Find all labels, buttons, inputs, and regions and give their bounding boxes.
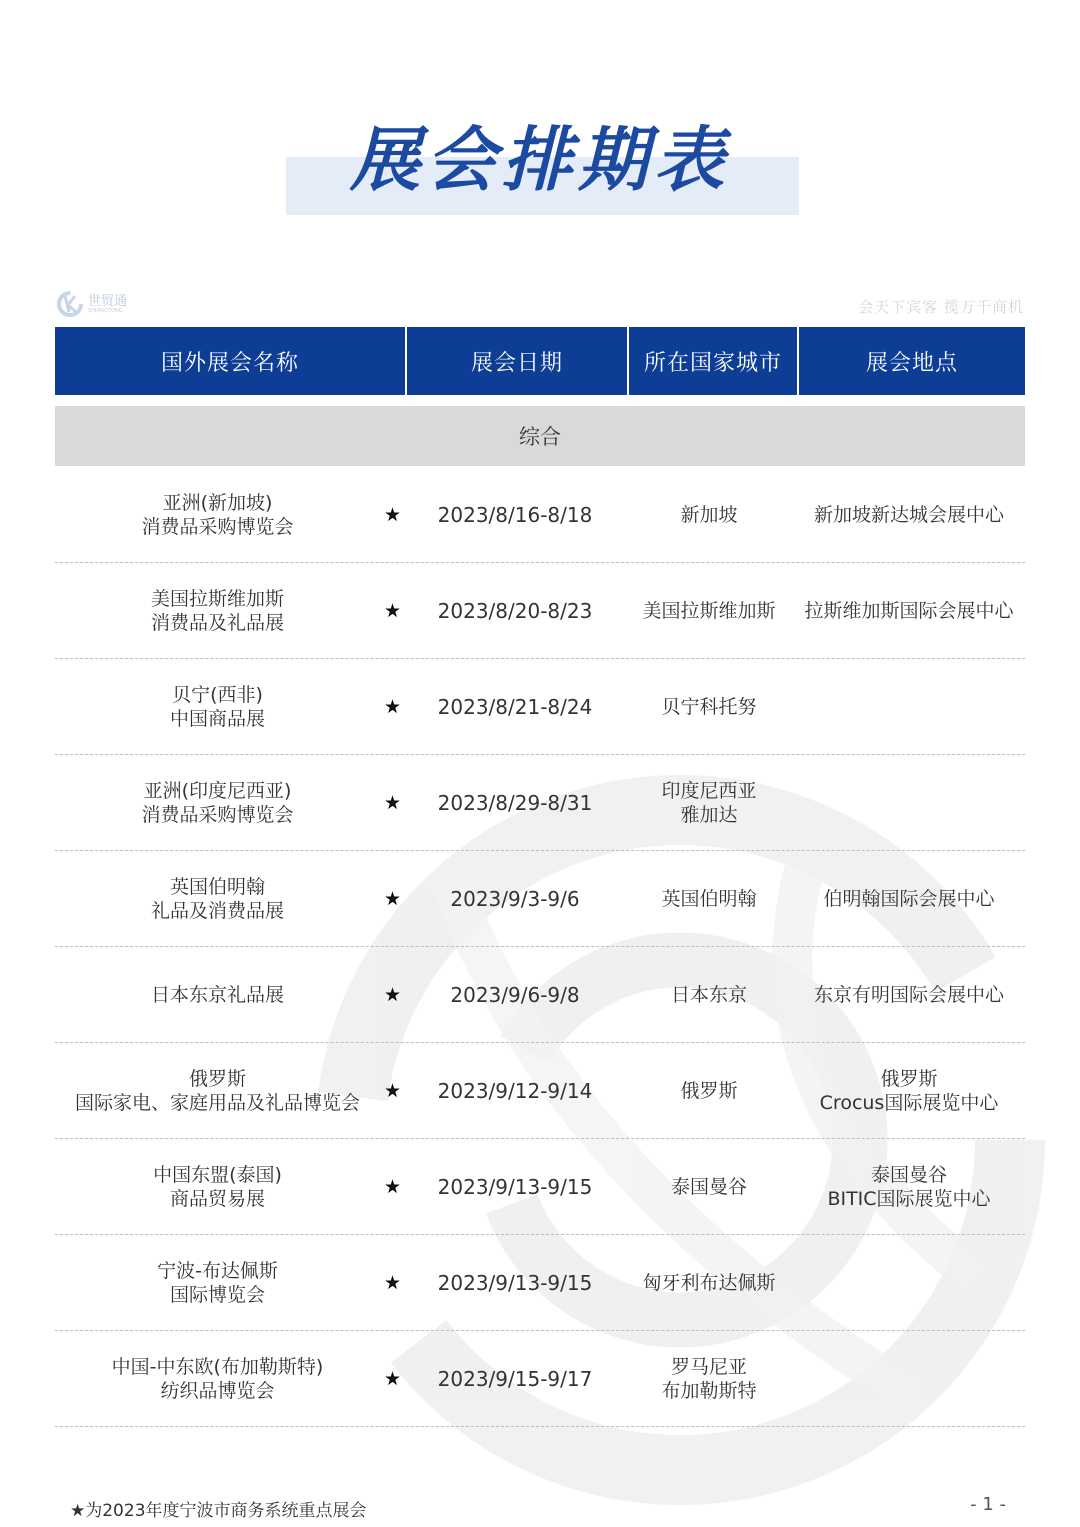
- page-number: - 1 -: [970, 1494, 1006, 1515]
- key-exhibition-star-icon: ★: [383, 599, 402, 622]
- brand-name: 世贸通: [88, 293, 128, 309]
- exhibition-date: 2023/8/20-8/23: [437, 598, 593, 623]
- venue-line: Crocus国际展览中心: [819, 1091, 999, 1114]
- slogan: 会天下宾客 揽万千商机: [858, 298, 1024, 316]
- header-exhibition-name: 国外展会名称: [55, 327, 405, 395]
- venue-line: 新加坡新达城会展中心: [813, 503, 1004, 526]
- country-city-line: 新加坡: [680, 503, 738, 526]
- key-exhibition-star-icon: ★: [383, 887, 402, 910]
- exhibition-date: 2023/8/29-8/31: [437, 790, 593, 815]
- table-row: [55, 1235, 1025, 1331]
- venue-line: BITIC国际展览中心: [827, 1187, 991, 1210]
- table-row: [55, 851, 1025, 947]
- venue-line: 东京有明国际会展中心: [813, 983, 1004, 1006]
- venue: [793, 503, 1025, 527]
- brand-subtitle: SHIMAOTONG: [88, 307, 123, 314]
- exhibition-name-line: 消费品采购博览会: [141, 515, 294, 538]
- exhibition-name: [55, 587, 380, 635]
- venue-line: 伯明翰国际会展中心: [823, 887, 995, 910]
- exhibition-name-line: 宁波-布达佩斯: [157, 1259, 278, 1282]
- section-header: 综合: [55, 406, 1025, 466]
- table-row: [55, 1331, 1025, 1427]
- exhibition-name-line: 贝宁(西非): [172, 683, 263, 706]
- venue: [793, 887, 1025, 911]
- header-venue: 展会地点: [797, 327, 1025, 395]
- table-row: [55, 1139, 1025, 1235]
- exhibition-date: 2023/9/12-9/14: [437, 1078, 593, 1103]
- key-exhibition-star-icon: ★: [383, 1271, 402, 1294]
- country-city: [625, 1175, 793, 1199]
- exhibition-name: [55, 1259, 380, 1307]
- key-exhibition-star-icon: ★: [383, 695, 402, 718]
- table-row: [55, 947, 1025, 1043]
- table-row: [55, 659, 1025, 755]
- venue-line: 拉斯维加斯国际会展中心: [804, 599, 1014, 622]
- country-city-line: 日本东京: [670, 983, 747, 1006]
- exhibition-name-line: 纺织品博览会: [160, 1379, 275, 1402]
- header-date: 展会日期: [405, 327, 627, 395]
- key-exhibition-star-icon: ★: [383, 1175, 402, 1198]
- country-city-line: 贝宁科托努: [661, 695, 757, 718]
- header-country-city: 所在国家城市: [627, 327, 797, 395]
- exhibition-date: 2023/9/15-9/17: [437, 1366, 593, 1391]
- exhibition-date: 2023/9/6-9/8: [450, 982, 580, 1007]
- exhibition-name: [55, 779, 380, 827]
- key-exhibition-star-icon: ★: [383, 983, 402, 1006]
- exhibition-name: [55, 875, 380, 923]
- venue: [793, 599, 1025, 623]
- country-city: [625, 1271, 793, 1295]
- table-row: [55, 467, 1025, 563]
- exhibition-name-line: 中国东盟(泰国): [153, 1163, 282, 1186]
- country-city: [625, 779, 793, 827]
- table-row: [55, 755, 1025, 851]
- key-exhibition-star-icon: ★: [383, 1079, 402, 1102]
- exhibition-name-line: 美国拉斯维加斯: [150, 587, 284, 610]
- exhibition-name-line: 国际家电、家庭用品及礼品博览会: [74, 1091, 360, 1114]
- exhibition-date: 2023/9/3-9/6: [450, 886, 580, 911]
- country-city: [625, 983, 793, 1007]
- exhibition-name: [55, 683, 380, 731]
- venue-line: 俄罗斯: [880, 1067, 938, 1090]
- country-city-line: 印度尼西亚: [661, 779, 757, 802]
- country-city: [625, 599, 793, 623]
- venue-line: 泰国曼谷: [870, 1163, 947, 1186]
- exhibition-date: 2023/8/21-8/24: [437, 694, 593, 719]
- country-city-line: 俄罗斯: [680, 1079, 738, 1102]
- exhibition-name-line: 日本东京礼品展: [150, 983, 284, 1006]
- footnote: ★为2023年度宁波市商务系统重点展会: [70, 1501, 367, 1521]
- country-city-line: 罗马尼亚: [670, 1355, 747, 1378]
- country-city: [625, 695, 793, 719]
- country-city-line: 泰国曼谷: [670, 1175, 747, 1198]
- country-city-line: 雅加达: [680, 803, 738, 826]
- exhibition-name-line: 英国伯明翰: [169, 875, 265, 898]
- page-title: 展会排期表: [350, 119, 730, 201]
- exhibition-name-line: 消费品采购博览会: [141, 803, 294, 826]
- country-city: [625, 503, 793, 527]
- exhibition-name-line: 亚洲(新加坡): [162, 491, 273, 514]
- key-exhibition-star-icon: ★: [383, 503, 402, 526]
- exhibition-name-line: 礼品及消费品展: [150, 899, 284, 922]
- exhibition-table-body: [55, 467, 1025, 1427]
- exhibition-name: [55, 983, 380, 1007]
- exhibition-name-line: 商品贸易展: [169, 1187, 265, 1210]
- brand-logo: [56, 290, 127, 318]
- venue: [793, 1067, 1025, 1115]
- exhibition-name: [55, 1355, 380, 1403]
- brand-logo-icon: [56, 290, 84, 318]
- exhibition-name-line: 中国-中东欧(布加勒斯特): [111, 1355, 324, 1378]
- country-city: [625, 887, 793, 911]
- exhibition-date: 2023/9/13-9/15: [437, 1270, 593, 1295]
- exhibition-name-line: 俄罗斯: [188, 1067, 246, 1090]
- exhibition-name: [55, 491, 380, 539]
- exhibition-date: 2023/8/16-8/18: [437, 502, 593, 527]
- exhibition-name: [55, 1067, 380, 1115]
- exhibition-name-line: 亚洲(印度尼西亚): [143, 779, 292, 802]
- exhibition-name-line: 消费品及礼品展: [150, 611, 284, 634]
- country-city-line: 美国拉斯维加斯: [642, 599, 776, 622]
- key-exhibition-star-icon: ★: [383, 1367, 402, 1390]
- country-city-line: 英国伯明翰: [661, 887, 757, 910]
- venue: [793, 983, 1025, 1007]
- table-row: [55, 563, 1025, 659]
- exhibition-name-line: 中国商品展: [169, 707, 265, 730]
- country-city-line: 布加勒斯特: [661, 1379, 757, 1402]
- exhibition-name: [55, 1163, 380, 1211]
- key-exhibition-star-icon: ★: [383, 791, 402, 814]
- table-header: [55, 327, 1025, 395]
- table-row: [55, 1043, 1025, 1139]
- venue: [793, 1163, 1025, 1211]
- exhibition-name-line: 国际博览会: [169, 1283, 265, 1306]
- country-city: [625, 1355, 793, 1403]
- country-city-line: 匈牙利布达佩斯: [642, 1271, 776, 1294]
- country-city: [625, 1079, 793, 1103]
- exhibition-date: 2023/9/13-9/15: [437, 1174, 593, 1199]
